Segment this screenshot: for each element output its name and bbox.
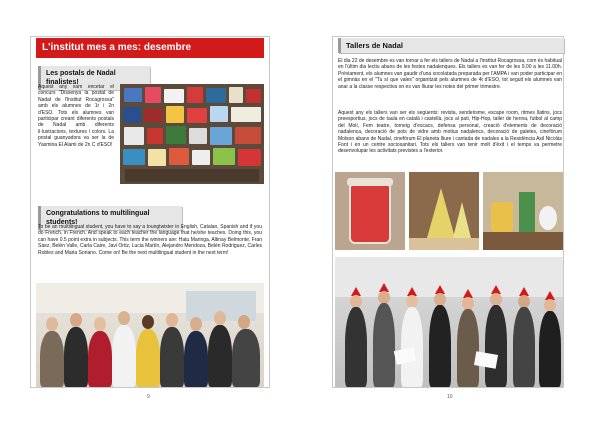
page-banner-title: L'institut mes a mes: desembre — [36, 38, 264, 58]
section-heading-multilingual: Congratulations to multilingual students! — [38, 206, 182, 230]
section-heading-tallers: Tallers de Nadal — [338, 38, 564, 53]
page-number-left: 9 — [147, 394, 150, 400]
workshop-table-photo — [483, 172, 563, 250]
postals-body-text: Aquest any vam encetar el concurs "Dissenya la postal de Nadal de l'Institut Rocagrossa" amb els alumnes de 1r i 2n d'ESO. Tots els alumnes van participar creant diferents postals de Nadal amb diferents il·lustracions, textures i colors. La postal guanyadora va ser la de Yasmina El Alami de 2n C d'ESO! — [38, 84, 114, 148]
christmas-carol-students-photo — [335, 257, 563, 387]
multilingual-body-text: To be an multilingual student, you have to say a toungtwister in English, Catalan, Spanish and if you do French, in French. And speak to each teacher the language that he/she teaches. Doing this, you can have 0.5 point extra in subjects. This term the winners are: Hatu Maringa, Altinay Belmonte, Fran Sáez, Belén Valle, Carla Caire, Javi Ortiz, Lucia Martín, Alejandro Mendoza, Belén Rodriguez, Carles Robles and Maria Soriano. Come on! Be the next multilingual student in the next term! — [38, 224, 262, 256]
tallers-paragraph-2: Aquest any els tallers van ser els següents: revista, senderisme, escape room, ritmes llatins, jocs preesportius, jocs de taula en català i castellà, jocs al pati, Hip-Hop, taller de henna, futbol al camp del Molí, Fem teatre, torneig d'escacs, defensa personal, creació d'elements de decoració nadalenca, decoració de pots de vidre amb motius nadalencs, decoració de galetes, cinefòrum Molson abans de Nadal, cinefòrum El planeta lliure i cantada de nadales a la Residència Asil Nicolás Font i en un centre sociosanitari. Tots els tallers van tenir molt d'èxit i el temps va permetre desenvolupar les activitats previstes a l'exterior. — [338, 110, 562, 155]
tallers-paragraph-1: El dia 22 de desembre es van tornar a fer els tallers de Nadal a l'institut Rocagrossa, com és habitual en l'últim dia lectiu abans de les festes nadalenques. Els tallers es van fer de les 9.00 a les 11.00h. Prèviament, els alumnes van gaudir d'una xocolatada preparada per l'AMPA i van poder participar en el gimnàs en el "Tu sí que vales" organitzat pels alumnes de 4t d'ESO, tot seguit els alumnes van anar a la classe respectiva on es van lliurar les notes del primer trimestre. — [338, 58, 562, 90]
section-heading-postals: Les postals de Nadal finalistes! — [38, 66, 150, 90]
page-number-right: 10 — [447, 394, 453, 400]
decorated-jar-photo — [335, 172, 405, 250]
christmas-tree-craft-photo — [409, 172, 479, 250]
